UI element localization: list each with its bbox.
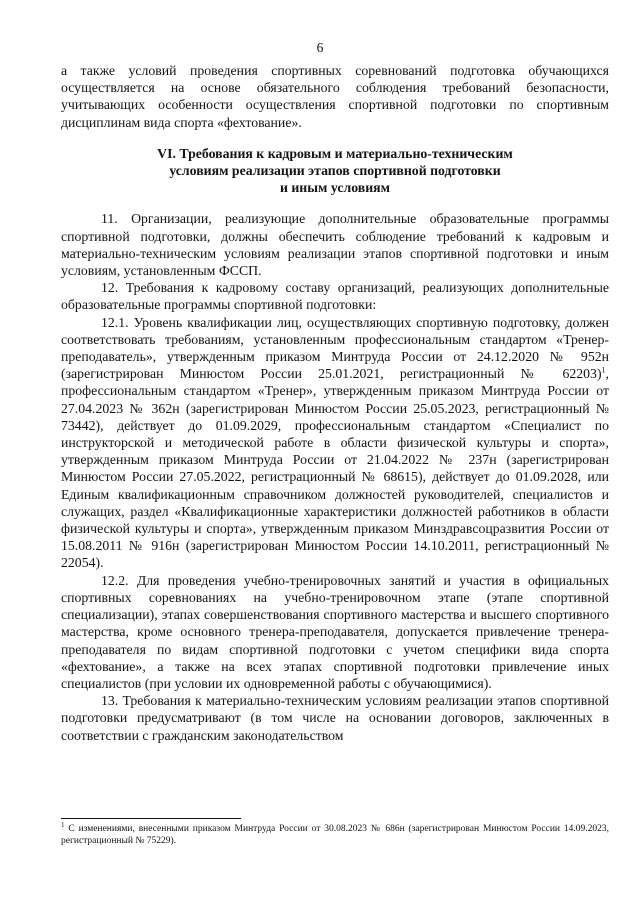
footnote bbox=[61, 820, 609, 847]
section-title-line-1: VI. Требования к кадровым и материально-техническим bbox=[157, 145, 513, 161]
page-number: 6 bbox=[316, 40, 324, 55]
paragraph-12-2: 12.2. Для проведения учебно-тренировочных занятий и участия в официальных спортивных соревнованиях на учебно-тренировочном этапе (этапе спортивной специализации), этапах совершенствования спортивного мастерства и высшего спортивного мастерства, кроме основного тренера-преподавателя, допускается привлечение тренера-преподавателя по видам спортивной подготовки с учетом специфики вида спорта «фехтование», а также на всех этапах спортивной подготовки привлечение иных специалистов (при условии их одновременной работы с обучающимися). bbox=[61, 572, 609, 691]
paragraph-12-1-part-b: , профессиональным стандартом «Тренер», утвержденным приказом Минтруда России от 27.04.2023 № 362н (зарегистрирован Минюстом России 25.05.2023, регистрационный № 73442), действует до 01.09.2029, профессиональным стандартом «Специалист по инструкторской и методической работе в области физической культуры и спорта», утвержденным приказом Минтруда России от 21.04.2022 № 237н (зарегистрирован Минюстом России 27.05.2022, регистрационный № 68615), действует до 01.09.2028, или Единым квалификационным справочником должностей руководителей, специалистов и служащих, раздел «Квалификационные характеристики должностей работников в области физической культуры и спорта», утвержденным приказом Минздравсоцразвития России от 15.08.2011 № 916н (зарегистрирован Минюстом России 14.10.2011, регистрационный № 22054). bbox=[61, 366, 609, 571]
intro-paragraph: а также условий проведения спортивных соревнований подготовка обучающихся осуществляется на основе обязательного соблюдения требований безопасности, учитывающих особенности осуществления спортивной подготовки по спортивным дисциплинам вида спорта «фехтование». bbox=[61, 63, 609, 130]
section-title-line-2: условиям реализации этапов спортивной подготовки bbox=[169, 163, 501, 179]
footnote-marker: 1 bbox=[61, 820, 65, 829]
paragraph-12: 12. Требования к кадровому составу организаций, реализующих дополнительные образовательные программы спортивной подготовки: bbox=[61, 280, 609, 313]
footnote-reference: 1 bbox=[601, 365, 606, 375]
section-title bbox=[61, 145, 609, 197]
paragraph-12-1 bbox=[61, 314, 609, 572]
footnote-separator bbox=[61, 818, 241, 819]
paragraph-13: 13. Требования к материально-техническим условиям реализации этапов спортивной подготовки предусматривают (в том числе на основании договоров, заключенных в соответствии с гражданским законодательством bbox=[61, 693, 609, 743]
paragraph-12-1-part-a: 12.1. Уровень квалификации лиц, осуществляющих спортивную подготовку, должен соответствовать требованиям, установленным профессиональным стандартом «Тренер-преподаватель», утвержденным приказом Минтруда России от 24.12.2020 № 952н (зарегистрирован Минюстом России 25.01.2021, регистрационный № 62203) bbox=[61, 314, 609, 382]
section-title-line-3: и иным условиям bbox=[279, 180, 391, 196]
document-body bbox=[61, 62, 609, 744]
footnote-text: С изменениями, внесенными приказом Минтруда России от 30.08.2023 № 686н (зарегистрирован Минюстом России 14.09.2023, регистрационный № 75229). bbox=[61, 824, 609, 846]
paragraph-11: 11. Организации, реализующие дополнительные образовательные программы спортивной подготовки, должны обеспечить соблюдение требований к кадровым и материально-техническим условиям реализации этапов спортивной подготовки и иным условиям, установленным ФССП. bbox=[61, 211, 609, 279]
